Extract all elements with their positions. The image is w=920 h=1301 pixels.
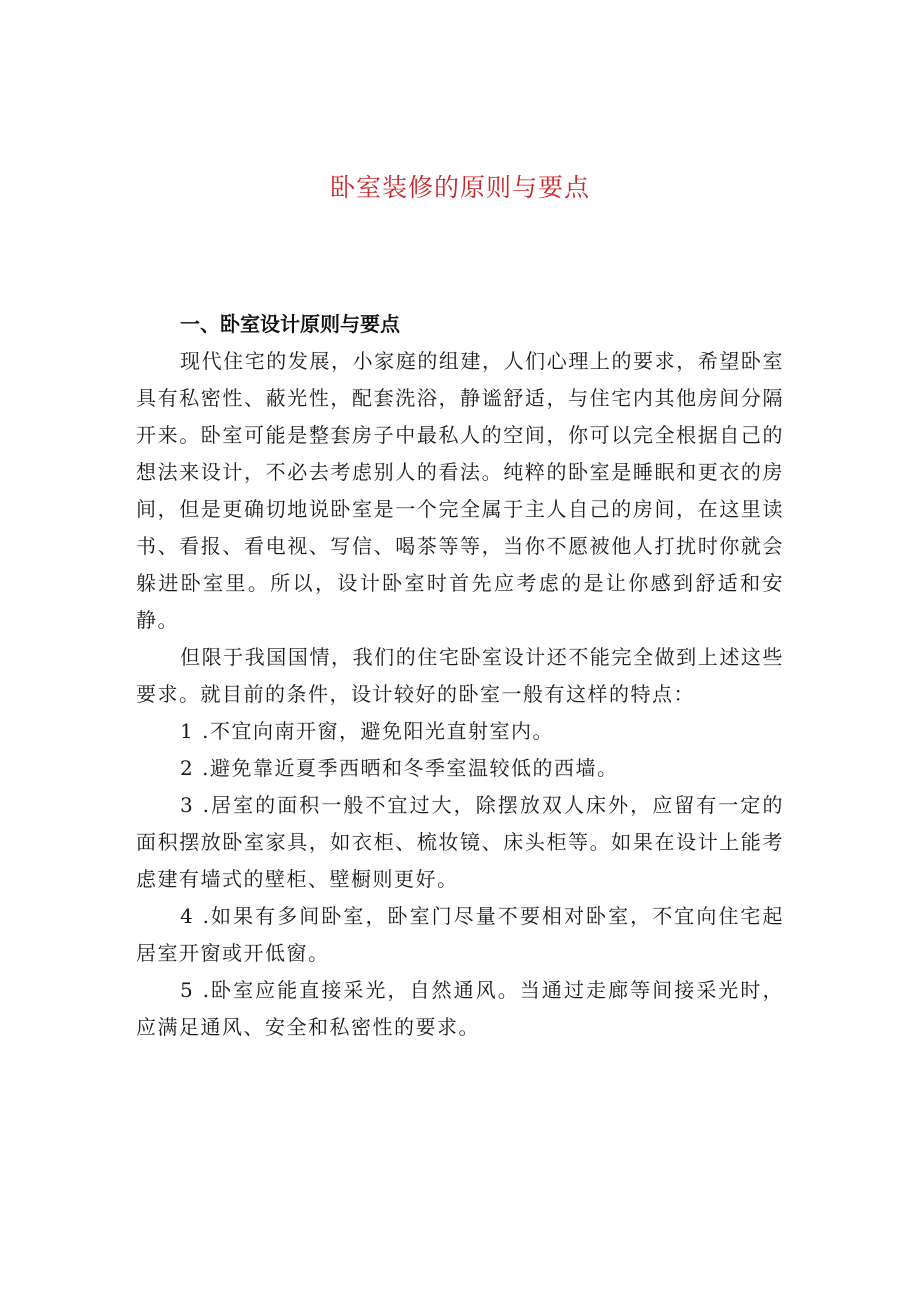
document-title: 卧室装修的原则与要点 (329, 173, 590, 202)
document-body (136, 306, 784, 1046)
list-item-2: 2 .避免靠近夏季西晒和冬季室温较低的西墙。 (180, 756, 619, 780)
list-item-5: 5 .卧室应能直接采光，自然通风。当通过走廊等间接采光时，应满足通风、安全和私密性的要求。 (136, 978, 784, 1039)
list-item-4: 4 .如果有多间卧室，卧室门尽量不要相对卧室，不宜向住宅起居室开窗或开低窗。 (136, 904, 784, 965)
paragraph-intro: 现代住宅的发展，小家庭的组建，人们心理上的要求，希望卧室具有私密性、蔽光性，配套洗浴，静谧舒适，与住宅内其他房间分隔开来。卧室可能是整套房子中最私人的空间，你可以完全根据自己的想法来设计，不必去考虑别人的看法。纯粹的卧室是睡眠和更衣的房间，但是更确切地说卧室是一个完全属于主人自己的房间，在这里读书、看报、看电视、写信、喝茶等等，当你不愿被他人打扰时你就会躲进卧室里。所以，设计卧室时首先应考虑的是让你感到舒适和安静。 (136, 349, 784, 632)
paragraph-conditions: 但限于我国国情，我们的住宅卧室设计还不能完全做到上述这些要求。就目前的条件，设计较好的卧室一般有这样的特点： (136, 645, 784, 706)
section-heading: 一、卧室设计原则与要点 (180, 312, 400, 336)
list-item-1: 1 .不宜向南开窗，避免阳光直射室内。 (180, 719, 554, 743)
list-item-3: 3 .居室的面积一般不宜过大，除摆放双人床外，应留有一定的面积摆放卧室家具，如衣柜、梳妆镜、床头柜等。如果在设计上能考虑建有墙式的壁柜、壁橱则更好。 (136, 793, 784, 891)
